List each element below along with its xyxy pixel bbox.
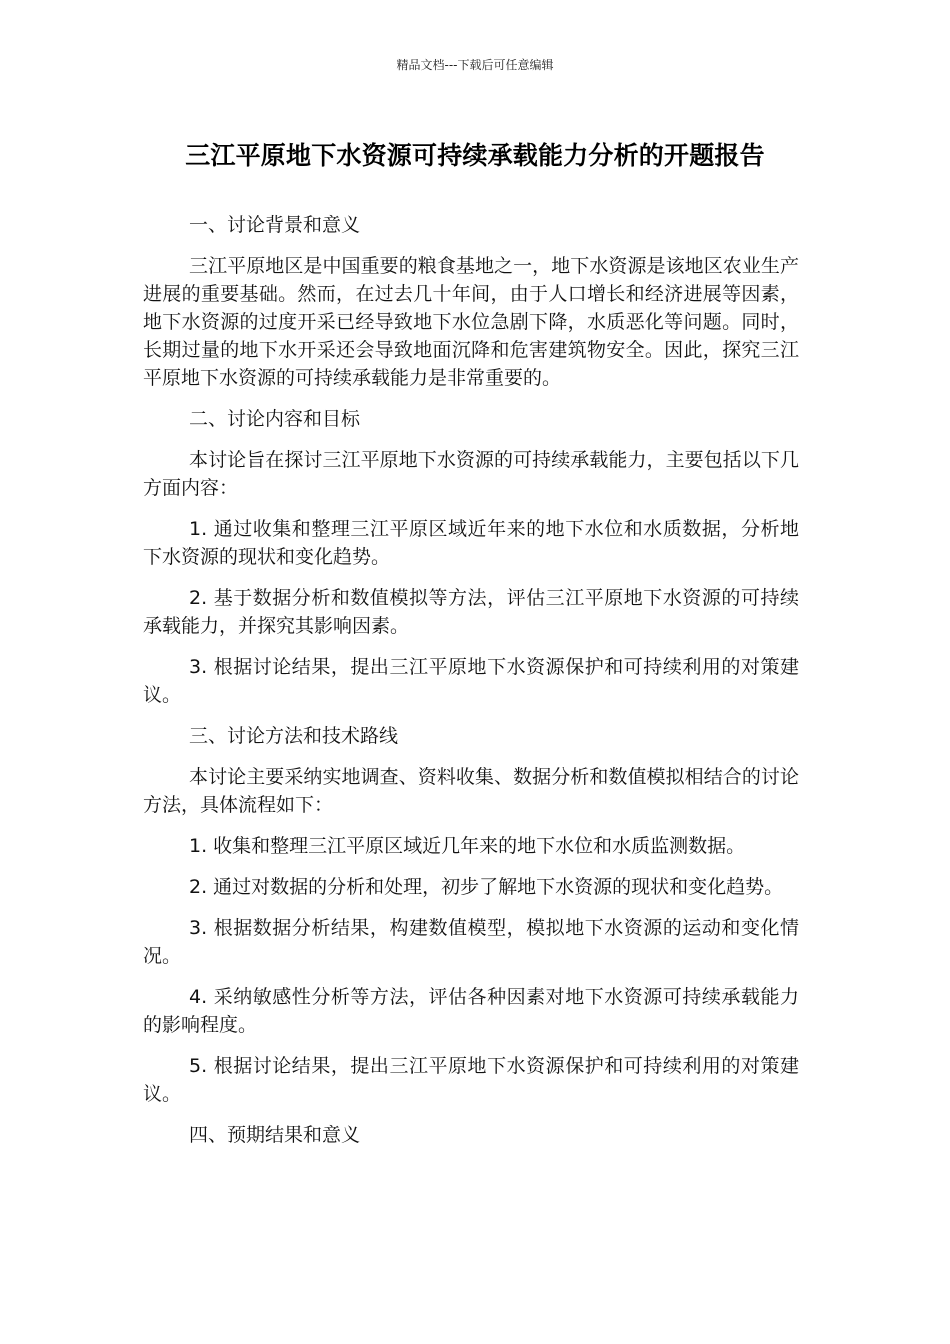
paragraph-background: 三江平原地区是中国重要的粮食基地之一，地下水资源是该地区农业生产进展的重要基础。然而，在过去几十年间，由于人口增长和经济进展等因素，地下水资源的过度开采已经导致地下水位急剧下降，水质恶化等问题。同时，长期过量的地下水开采还会导致地面沉降和危害建筑物安全。因此，探究三江平原地下水资源的可持续承载能力是非常重要的。 (143, 255, 799, 389)
section-heading-2: 二、讨论内容和目标 (189, 408, 361, 430)
list-item-method-3: 3. 根据数据分析结果，构建数值模型，模拟地下水资源的运动和变化情况。 (143, 917, 799, 967)
list-item-method-2: 2. 通过对数据的分析和处理，初步了解地下水资源的现状和变化趋势。 (189, 876, 784, 898)
section-heading-3: 三、讨论方法和技术路线 (189, 725, 399, 747)
list-item-content-1: 1. 通过收集和整理三江平原区域近年来的地下水位和水质数据，分析地下水资源的现状和变化趋势。 (143, 518, 799, 568)
list-item-content-3: 3. 根据讨论结果，提出三江平原地下水资源保护和可持续利用的对策建议。 (143, 656, 799, 706)
section-heading-4: 四、预期结果和意义 (189, 1124, 361, 1146)
list-item-content-2: 2. 基于数据分析和数值模拟等方法，评估三江平原地下水资源的可持续承载能力，并探究其影响因素。 (143, 587, 799, 637)
header-note: 精品文档---下载后可任意编辑 (396, 58, 554, 72)
list-item-method-4: 4. 采纳敏感性分析等方法，评估各种因素对地下水资源可持续承载能力的影响程度。 (143, 986, 799, 1036)
document-title: 三江平原地下水资源可持续承载能力分析的开题报告 (185, 141, 765, 170)
document-body (143, 211, 799, 1162)
section-heading-1: 一、讨论背景和意义 (189, 214, 361, 236)
list-item-method-5: 5. 根据讨论结果，提出三江平原地下水资源保护和可持续利用的对策建议。 (143, 1055, 799, 1105)
list-item-method-1: 1. 收集和整理三江平原区域近几年来的地下水位和水质监测数据。 (189, 835, 746, 857)
paragraph-content-intro: 本讨论旨在探讨三江平原地下水资源的可持续承载能力，主要包括以下几方面内容： (143, 449, 799, 499)
paragraph-method-intro: 本讨论主要采纳实地调查、资料收集、数据分析和数值模拟相结合的讨论方法，具体流程如下： (143, 766, 799, 816)
